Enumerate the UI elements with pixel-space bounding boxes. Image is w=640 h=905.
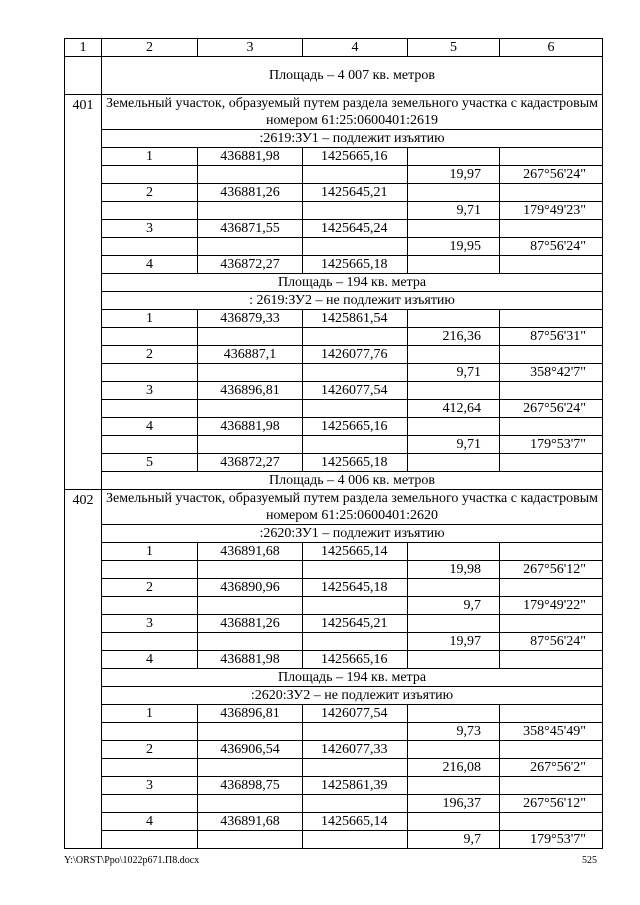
part-subtitle-row (65, 130, 603, 148)
area-total-row (65, 57, 603, 95)
blank-cell (408, 418, 500, 436)
segment-row (65, 597, 603, 615)
blank-cell (408, 346, 500, 364)
area-total: Площадь – 4 007 кв. метров (102, 57, 603, 95)
segment-angle: 87°56'24" (500, 633, 603, 651)
blank-cell (102, 831, 198, 849)
point-row (65, 741, 603, 759)
segment-row (65, 202, 603, 220)
point-number: 3 (102, 382, 198, 400)
coord-y: 1425861,39 (303, 777, 408, 795)
blank-cell (102, 561, 198, 579)
coordinates-table (64, 38, 603, 849)
point-number: 4 (102, 651, 198, 669)
coord-x: 436896,81 (198, 382, 303, 400)
section-title: Земельный участок, образуемый путем раздела земельного участка с кадастровым номером 61:25:0600401:2620 (102, 490, 603, 525)
blank-cell (408, 579, 500, 597)
blank-cell (408, 543, 500, 561)
segment-angle: 179°53'7" (500, 436, 603, 454)
coord-x: 436898,75 (198, 777, 303, 795)
segment-row (65, 238, 603, 256)
blank-cell (408, 184, 500, 202)
segment-length: 9,7 (408, 597, 500, 615)
segment-length: 19,97 (408, 633, 500, 651)
segment-row (65, 759, 603, 777)
part-area: Площадь – 194 кв. метра (102, 669, 603, 687)
blank-cell (500, 148, 603, 166)
blank-cell (500, 418, 603, 436)
blank-cell (198, 328, 303, 346)
blank-cell (500, 651, 603, 669)
point-row (65, 418, 603, 436)
blank-cell (408, 741, 500, 759)
point-row (65, 310, 603, 328)
blank-cell (500, 543, 603, 561)
point-number: 4 (102, 418, 198, 436)
segment-row (65, 831, 603, 849)
coord-y: 1425665,14 (303, 813, 408, 831)
part-subtitle: :2619:ЗУ1 – подлежит изъятию (102, 130, 603, 148)
blank-cell (303, 238, 408, 256)
part-subtitle-row (65, 687, 603, 705)
coord-y: 1425665,18 (303, 256, 408, 274)
blank-cell (500, 454, 603, 472)
point-row (65, 454, 603, 472)
segment-row (65, 166, 603, 184)
blank-cell (303, 831, 408, 849)
point-row (65, 184, 603, 202)
footer-path: Y:\ORST\Ppo\1022p671.П8.docx (64, 855, 200, 866)
coord-y: 1425645,18 (303, 579, 408, 597)
blank-cell (303, 436, 408, 454)
blank-cell (198, 202, 303, 220)
blank-cell (102, 759, 198, 777)
coord-y: 1425665,16 (303, 148, 408, 166)
segment-length: 216,08 (408, 759, 500, 777)
point-row (65, 777, 603, 795)
blank-cell (500, 220, 603, 238)
point-row (65, 705, 603, 723)
blank-cell (102, 795, 198, 813)
segment-row (65, 795, 603, 813)
blank-cell (303, 166, 408, 184)
section-title-row (65, 490, 603, 525)
blank-cell (198, 561, 303, 579)
blank-cell (102, 238, 198, 256)
part-area-row (65, 274, 603, 292)
blank-cell (198, 400, 303, 418)
blank-cell (500, 579, 603, 597)
blank-cell (408, 256, 500, 274)
blank-cell (500, 777, 603, 795)
header-cell: 2 (102, 39, 198, 57)
header-cell: 5 (408, 39, 500, 57)
blank-cell (198, 597, 303, 615)
coord-y: 1426077,54 (303, 705, 408, 723)
point-row (65, 382, 603, 400)
header-cell: 4 (303, 39, 408, 57)
blank-cell (303, 202, 408, 220)
segment-angle: 267°56'2" (500, 759, 603, 777)
blank-cell (500, 813, 603, 831)
coord-y: 1425665,14 (303, 543, 408, 561)
blank-cell (303, 328, 408, 346)
blank-cell (408, 813, 500, 831)
part-area-row (65, 472, 603, 490)
coord-x: 436891,68 (198, 813, 303, 831)
blank-cell (198, 723, 303, 741)
segment-angle: 358°45'49" (500, 723, 603, 741)
blank-cell (408, 777, 500, 795)
segment-row (65, 723, 603, 741)
blank-cell (500, 184, 603, 202)
section-title: Земельный участок, образуемый путем раздела земельного участка с кадастровым номером 61:25:0600401:2619 (102, 95, 603, 130)
blank-cell (408, 310, 500, 328)
blank-cell (303, 723, 408, 741)
coord-y: 1425645,24 (303, 220, 408, 238)
blank-cell (500, 741, 603, 759)
blank-cell (408, 148, 500, 166)
blank-cell (303, 597, 408, 615)
coord-x: 436871,55 (198, 220, 303, 238)
blank-cell (198, 436, 303, 454)
blank-cell (198, 831, 303, 849)
blank-cell (303, 364, 408, 382)
blank-cell (102, 202, 198, 220)
segment-length: 9,71 (408, 436, 500, 454)
coord-x: 436881,98 (198, 651, 303, 669)
header-cell: 6 (500, 39, 603, 57)
blank-cell (500, 615, 603, 633)
blank-cell (500, 382, 603, 400)
coord-x: 436872,27 (198, 256, 303, 274)
section-id: 401 (65, 95, 102, 490)
segment-angle: 87°56'31" (500, 328, 603, 346)
section-id: 402 (65, 490, 102, 849)
point-number: 2 (102, 184, 198, 202)
section-title-row (65, 95, 603, 130)
coord-x: 436879,33 (198, 310, 303, 328)
coord-x: 436906,54 (198, 741, 303, 759)
blank-cell (303, 561, 408, 579)
segment-angle: 267°56'24" (500, 166, 603, 184)
blank-cell (102, 364, 198, 382)
segment-row (65, 328, 603, 346)
segment-row (65, 561, 603, 579)
blank-cell (198, 633, 303, 651)
blank-cell (102, 723, 198, 741)
blank-cell (198, 364, 303, 382)
blank-cell (408, 651, 500, 669)
segment-angle: 179°53'7" (500, 831, 603, 849)
segment-angle: 267°56'12" (500, 795, 603, 813)
blank-cell (500, 346, 603, 364)
point-number: 5 (102, 454, 198, 472)
coord-x: 436891,68 (198, 543, 303, 561)
point-number: 3 (102, 220, 198, 238)
header-cell: 3 (198, 39, 303, 57)
coord-y: 1426077,33 (303, 741, 408, 759)
blank-cell (198, 759, 303, 777)
blank-cell (65, 57, 102, 95)
point-number: 4 (102, 256, 198, 274)
coord-x: 436881,26 (198, 184, 303, 202)
point-number: 2 (102, 579, 198, 597)
part-subtitle-row (65, 525, 603, 543)
segment-length: 9,73 (408, 723, 500, 741)
point-row (65, 256, 603, 274)
blank-cell (500, 310, 603, 328)
part-subtitle: :2620:ЗУ1 – подлежит изъятию (102, 525, 603, 543)
segment-row (65, 436, 603, 454)
blank-cell (500, 705, 603, 723)
segment-length: 216,36 (408, 328, 500, 346)
blank-cell (500, 256, 603, 274)
blank-cell (303, 400, 408, 418)
point-row (65, 543, 603, 561)
coord-y: 1426077,54 (303, 382, 408, 400)
coord-y: 1425645,21 (303, 184, 408, 202)
blank-cell (102, 633, 198, 651)
blank-cell (102, 328, 198, 346)
part-subtitle: : 2619:ЗУ2 – не подлежит изъятию (102, 292, 603, 310)
point-row (65, 220, 603, 238)
point-number: 2 (102, 741, 198, 759)
header-cell: 1 (65, 39, 102, 57)
blank-cell (102, 166, 198, 184)
point-row (65, 148, 603, 166)
part-area: Площадь – 194 кв. метра (102, 274, 603, 292)
segment-length: 9,71 (408, 364, 500, 382)
segment-length: 19,95 (408, 238, 500, 256)
page-number: 525 (582, 855, 597, 866)
blank-cell (303, 759, 408, 777)
blank-cell (102, 436, 198, 454)
coord-x: 436881,98 (198, 148, 303, 166)
segment-length: 196,37 (408, 795, 500, 813)
coord-x: 436881,26 (198, 615, 303, 633)
point-number: 1 (102, 705, 198, 723)
segment-length: 19,98 (408, 561, 500, 579)
segment-length: 9,71 (408, 202, 500, 220)
blank-cell (198, 795, 303, 813)
coord-y: 1425861,54 (303, 310, 408, 328)
point-row (65, 615, 603, 633)
point-number: 3 (102, 615, 198, 633)
coord-y: 1425665,16 (303, 418, 408, 436)
blank-cell (303, 795, 408, 813)
point-number: 1 (102, 310, 198, 328)
coord-x: 436881,98 (198, 418, 303, 436)
segment-length: 19,97 (408, 166, 500, 184)
segment-angle: 87°56'24" (500, 238, 603, 256)
point-row (65, 651, 603, 669)
part-area: Площадь – 4 006 кв. метров (102, 472, 603, 490)
point-number: 4 (102, 813, 198, 831)
blank-cell (102, 597, 198, 615)
segment-angle: 358°42'7" (500, 364, 603, 382)
point-number: 1 (102, 148, 198, 166)
coord-x: 436890,96 (198, 579, 303, 597)
coord-y: 1425665,18 (303, 454, 408, 472)
blank-cell (408, 220, 500, 238)
segment-angle: 179°49'22" (500, 597, 603, 615)
point-row (65, 579, 603, 597)
point-row (65, 346, 603, 364)
blank-cell (102, 400, 198, 418)
coord-x: 436896,81 (198, 705, 303, 723)
segment-row (65, 364, 603, 382)
blank-cell (408, 454, 500, 472)
coord-x: 436887,1 (198, 346, 303, 364)
blank-cell (198, 238, 303, 256)
segment-angle: 267°56'24" (500, 400, 603, 418)
point-number: 3 (102, 777, 198, 795)
coord-x: 436872,27 (198, 454, 303, 472)
point-number: 1 (102, 543, 198, 561)
segment-angle: 267°56'12" (500, 561, 603, 579)
segment-row (65, 633, 603, 651)
coord-y: 1425645,21 (303, 615, 408, 633)
blank-cell (303, 633, 408, 651)
point-number: 2 (102, 346, 198, 364)
segment-row (65, 400, 603, 418)
part-subtitle: :2620:ЗУ2 – не подлежит изъятию (102, 687, 603, 705)
blank-cell (408, 705, 500, 723)
point-row (65, 813, 603, 831)
coord-y: 1425665,16 (303, 651, 408, 669)
part-subtitle-row (65, 292, 603, 310)
segment-angle: 179°49'23" (500, 202, 603, 220)
segment-length: 9,7 (408, 831, 500, 849)
blank-cell (408, 615, 500, 633)
segment-length: 412,64 (408, 400, 500, 418)
part-area-row (65, 669, 603, 687)
blank-cell (408, 382, 500, 400)
blank-cell (198, 166, 303, 184)
header-row (65, 39, 603, 57)
coord-y: 1426077,76 (303, 346, 408, 364)
